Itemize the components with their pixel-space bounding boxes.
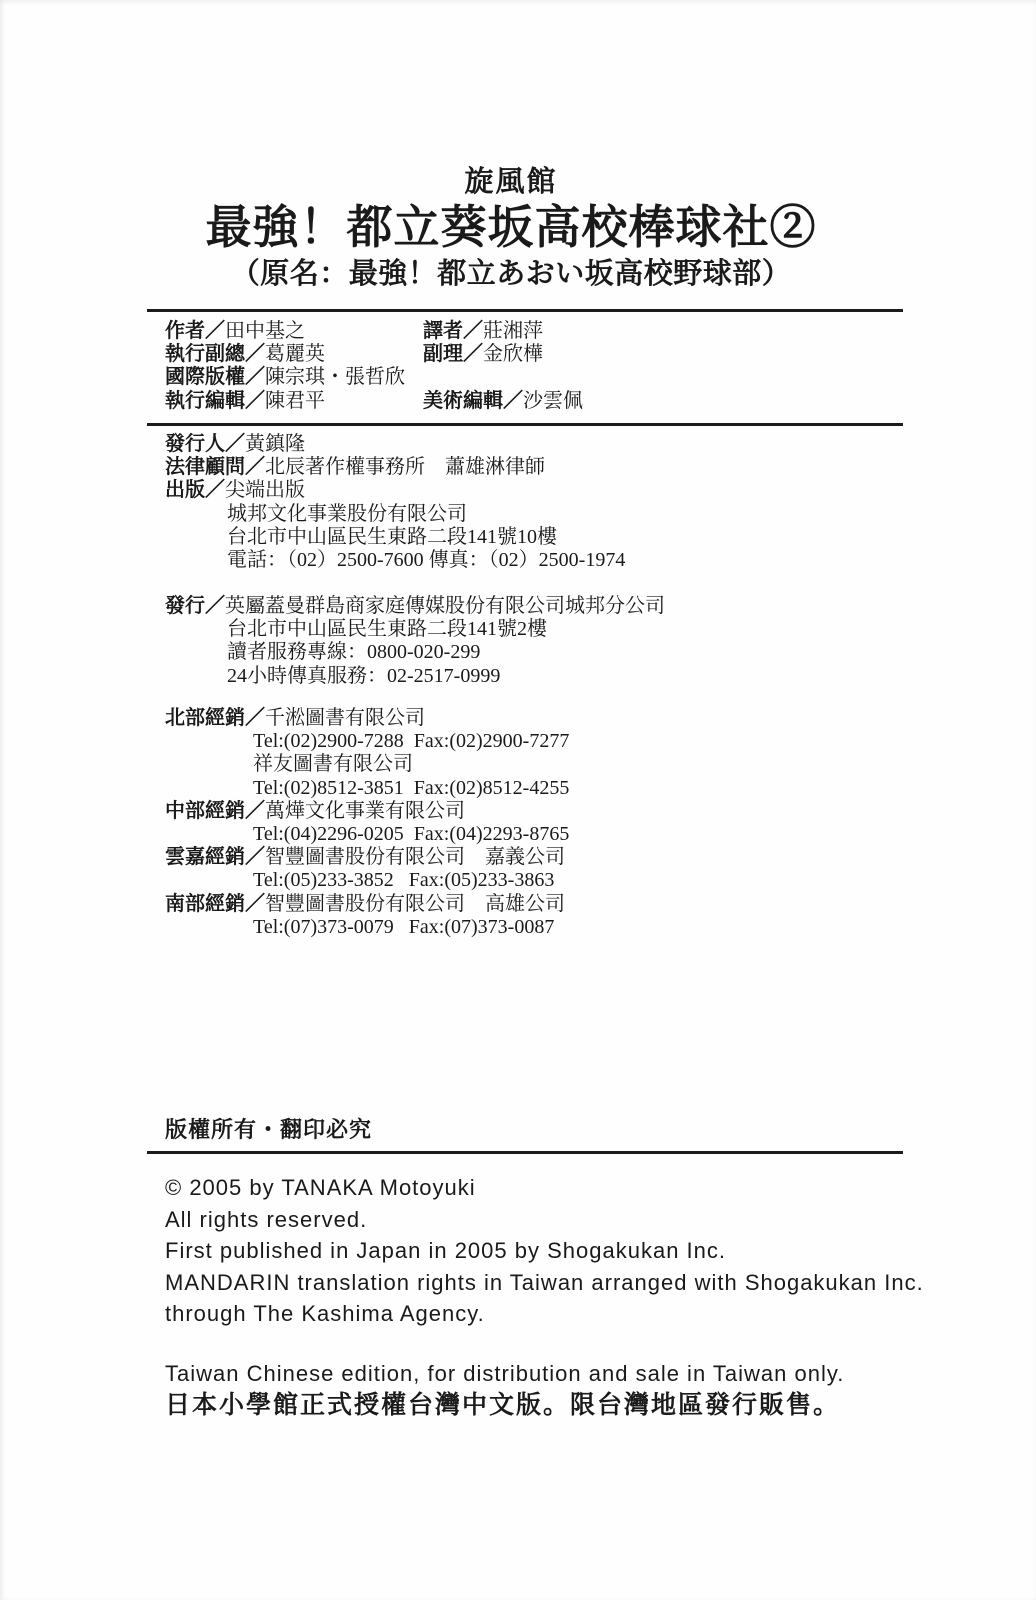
imprint-name: 旋風館 — [464, 166, 558, 198]
credit-person: 沙雲佩 — [523, 389, 583, 412]
credit-person: 陳君平 — [265, 389, 325, 412]
distributor-line: 祥友圖書有限公司 — [253, 753, 413, 776]
english-copyright-block — [147, 1172, 924, 1330]
divider-top — [147, 309, 903, 312]
credit-role: 美術編輯／ — [423, 389, 523, 412]
copyright-notice: 版權所有・翻印必究 — [165, 1117, 373, 1142]
distributor-line: 南部經銷／智豐圖書股份有限公司 高雄公司 — [165, 892, 565, 915]
publisher-phone: 電話：（02）2500-7600 傳真：（02）2500-1974 — [227, 549, 626, 572]
book-header — [133, 166, 889, 292]
distribution-block — [147, 707, 903, 939]
publisher-block — [147, 433, 903, 572]
credits-row — [147, 366, 903, 389]
distributor-phone: Tel:(07)373-0079 Fax:(07)373-0087 — [253, 915, 555, 938]
publisher-line: 出版／尖端出版 — [165, 479, 305, 502]
distributor-phone: Tel:(04)2296-0205 Fax:(04)2293-8765 — [253, 823, 570, 846]
issuer-block — [147, 595, 903, 688]
copyright-line: All rights reserved. — [165, 1206, 368, 1232]
credit-person: 金欣樺 — [483, 343, 543, 366]
copyright-line: First published in Japan in 2005 by Shogakukan Inc. — [165, 1238, 726, 1263]
taiwan-edition-statement-en: Taiwan Chinese edition, for distribution and sale in Taiwan only. — [165, 1361, 845, 1386]
credit-role: 執行編輯／ — [165, 389, 265, 412]
credit-person: 葛麗英 — [265, 343, 325, 366]
copyright-line: © 2005 by TANAKA Motoyuki — [165, 1175, 476, 1200]
credit-person: 莊湘萍 — [483, 320, 543, 342]
copyright-line: through The Kashima Agency. — [165, 1301, 485, 1326]
credit-role: 國際版權／ — [165, 366, 265, 389]
taiwan-edition-statement-zh: 日本小學館正式授權台灣中文版。限台灣地區發行販售。 — [165, 1391, 841, 1419]
distributor-line: 北部經銷／千淞圖書有限公司 — [165, 707, 425, 729]
credit-role: 譯者／ — [423, 320, 483, 342]
distributor-line: 中部經銷／萬燁文化事業有限公司 — [165, 799, 465, 822]
publisher-line: 發行人／黃鎮隆 — [165, 433, 305, 455]
original-title: （原名：最強！都立あおい坂高校野球部） — [230, 258, 792, 290]
copyright-line: MANDARIN translation rights in Taiwan arranged with Shogakukan Inc. — [165, 1269, 924, 1295]
issuer-address: 台北市中山區民生東路二段141號2樓 — [227, 618, 547, 641]
credits-row — [147, 320, 903, 343]
credit-role: 執行副總／ — [165, 343, 265, 366]
book-title: 最強！都立葵坂高校棒球社② — [205, 201, 817, 253]
divider-copyright — [147, 1151, 903, 1154]
distributor-phone: Tel:(05)233-3852 Fax:(05)233-3863 — [253, 869, 555, 892]
distributor-phone: Tel:(02)2900-7288 Fax:(02)2900-7277 — [253, 730, 570, 753]
distributor-line: 雲嘉經銷／智豐圖書股份有限公司 嘉義公司 — [165, 846, 565, 869]
publisher-address: 台北市中山區民生東路二段141號10樓 — [227, 525, 557, 548]
credit-person: 田中基之 — [225, 320, 305, 342]
divider-credits — [147, 423, 903, 426]
credit-role: 副理／ — [423, 343, 483, 366]
distributor-phone: Tel:(02)8512-3851 Fax:(02)8512-4255 — [253, 776, 570, 799]
credit-role: 作者／ — [165, 320, 225, 342]
credit-person: 陳宗琪・張哲欣 — [265, 366, 405, 389]
publisher-line: 法律顧問／北辰著作權事務所 蕭雄淋律師 — [165, 456, 545, 479]
issuer-fax: 24小時傳真服務：02-2517-0999 — [227, 664, 501, 687]
issuer-hotline: 讀者服務專線：0800-020-299 — [227, 641, 481, 664]
credits-row — [147, 343, 903, 366]
publisher-line: 城邦文化事業股份有限公司 — [227, 502, 467, 525]
issuer-line: 發行／英屬蓋曼群島商家庭傳媒股份有限公司城邦分公司 — [165, 595, 665, 617]
credits-row — [147, 390, 903, 413]
credits-block — [147, 320, 903, 413]
